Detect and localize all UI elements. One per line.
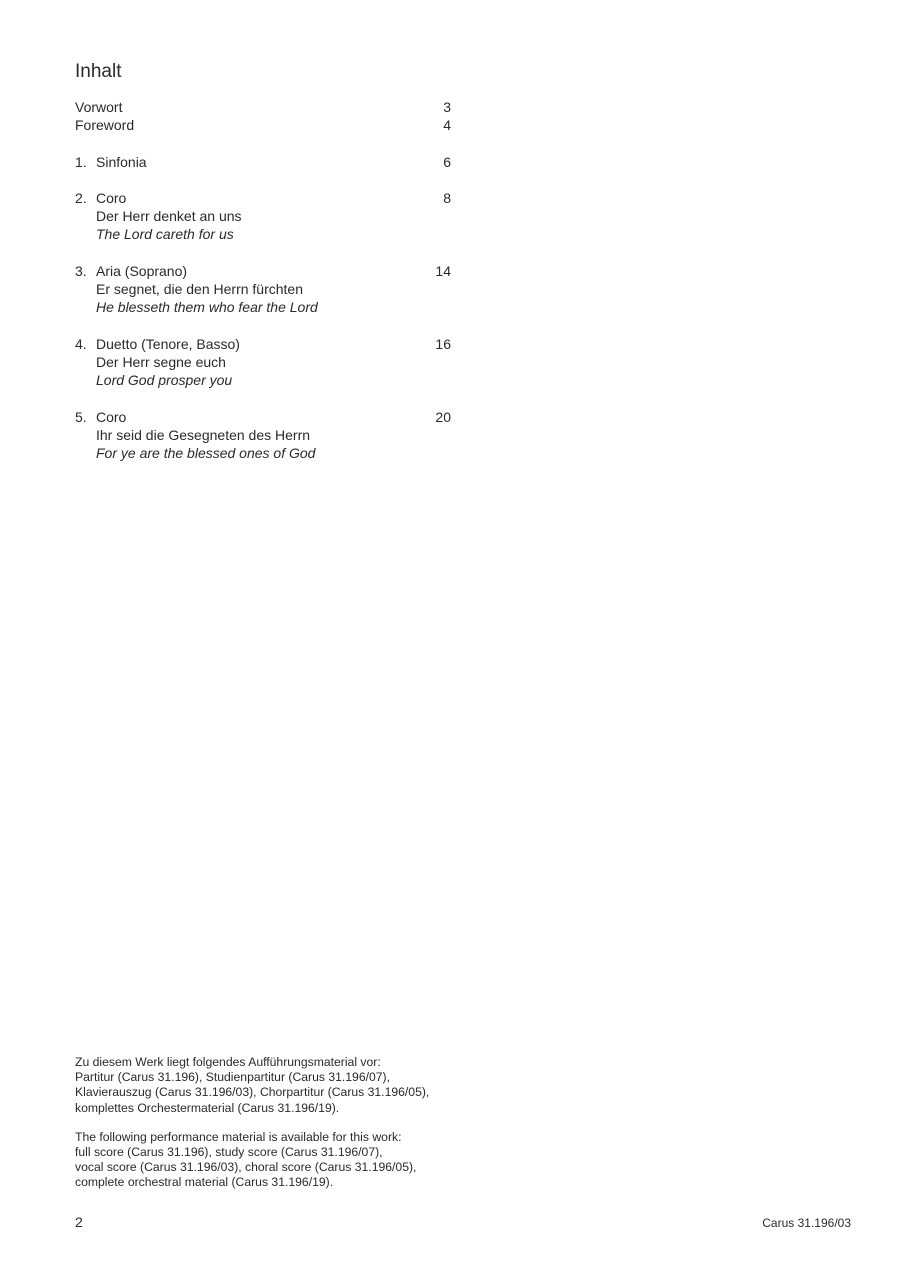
movement-page: 16: [435, 335, 451, 352]
front-matter: [75, 98, 451, 135]
movement-number: 1.: [75, 153, 87, 170]
movement-heading: [75, 189, 451, 207]
movement-page: 8: [443, 189, 451, 206]
toc-entry-label: Foreword: [75, 117, 135, 134]
catalog-number: Carus 31.196/03: [762, 1216, 851, 1230]
performance-material-notes: [75, 1055, 495, 1205]
movement-german-text: Der Herr denket an uns: [96, 208, 242, 225]
movement-heading: [75, 153, 451, 171]
toc-movement-4: [75, 335, 451, 390]
note-line: Klavierauszug (Carus 31.196/03), Chorpartitur (Carus 31.196/05),: [75, 1085, 430, 1100]
movement-english-text: The Lord careth for us: [96, 226, 234, 243]
note-line: full score (Carus 31.196), study score (Carus 31.196/07),: [75, 1145, 383, 1160]
note-line: complete orchestral material (Carus 31.196/19).: [75, 1175, 334, 1190]
toc-movement-2: [75, 189, 451, 244]
toc-entry-vorwort: [75, 98, 451, 116]
toc-entry-page: 3: [443, 99, 451, 115]
performance-material-german: [75, 1055, 495, 1116]
movement-number: 2.: [75, 189, 87, 206]
toc-movement-5: [75, 408, 451, 463]
page-number: 2: [75, 1214, 83, 1230]
movement-title: Duetto (Tenore, Basso): [96, 335, 240, 352]
performance-material-english: [75, 1130, 495, 1191]
note-line: Zu diesem Werk liegt folgendes Aufführungsmaterial vor:: [75, 1055, 381, 1069]
movement-heading: [75, 335, 451, 353]
table-of-contents: [75, 98, 451, 480]
movement-english-text: He blesseth them who fear the Lord: [96, 299, 318, 316]
movement-page: 6: [443, 153, 451, 170]
movement-page: 14: [435, 262, 451, 279]
movement-number: 4.: [75, 335, 87, 352]
movement-heading: [75, 408, 451, 426]
movement-english-text: Lord God prosper you: [96, 372, 233, 389]
movement-heading: [75, 262, 451, 280]
note-line: Partitur (Carus 31.196), Studienpartitur (Carus 31.196/07),: [75, 1070, 391, 1085]
movement-page: 20: [435, 408, 451, 425]
page-title: Inhalt: [75, 61, 122, 82]
note-line: The following performance material is available for this work:: [75, 1129, 402, 1144]
movement-german-text: Ihr seid die Gesegneten des Herrn: [96, 426, 311, 443]
movement-number: 3.: [75, 262, 87, 279]
toc-movement-3: [75, 262, 451, 317]
toc-movement-1: [75, 153, 451, 171]
movement-title: Sinfonia: [96, 153, 147, 170]
movement-english-text: For ye are the blessed ones of God: [96, 445, 316, 462]
movement-german-text: Der Herr segne euch: [96, 353, 226, 370]
movement-german-text: Er segnet, die den Herrn fürchten: [96, 281, 304, 298]
movement-number: 5.: [75, 408, 87, 425]
movement-title: Aria (Soprano): [96, 262, 188, 279]
movement-title: Coro: [96, 408, 127, 425]
note-line: komplettes Orchestermaterial (Carus 31.196/19).: [75, 1100, 340, 1115]
toc-entry-foreword: [75, 116, 451, 134]
note-line: vocal score (Carus 31.196/03), choral score (Carus 31.196/05),: [75, 1160, 417, 1175]
toc-entry-page: 4: [443, 117, 451, 134]
toc-entry-label: Vorwort: [75, 99, 123, 115]
movement-title: Coro: [96, 189, 127, 206]
